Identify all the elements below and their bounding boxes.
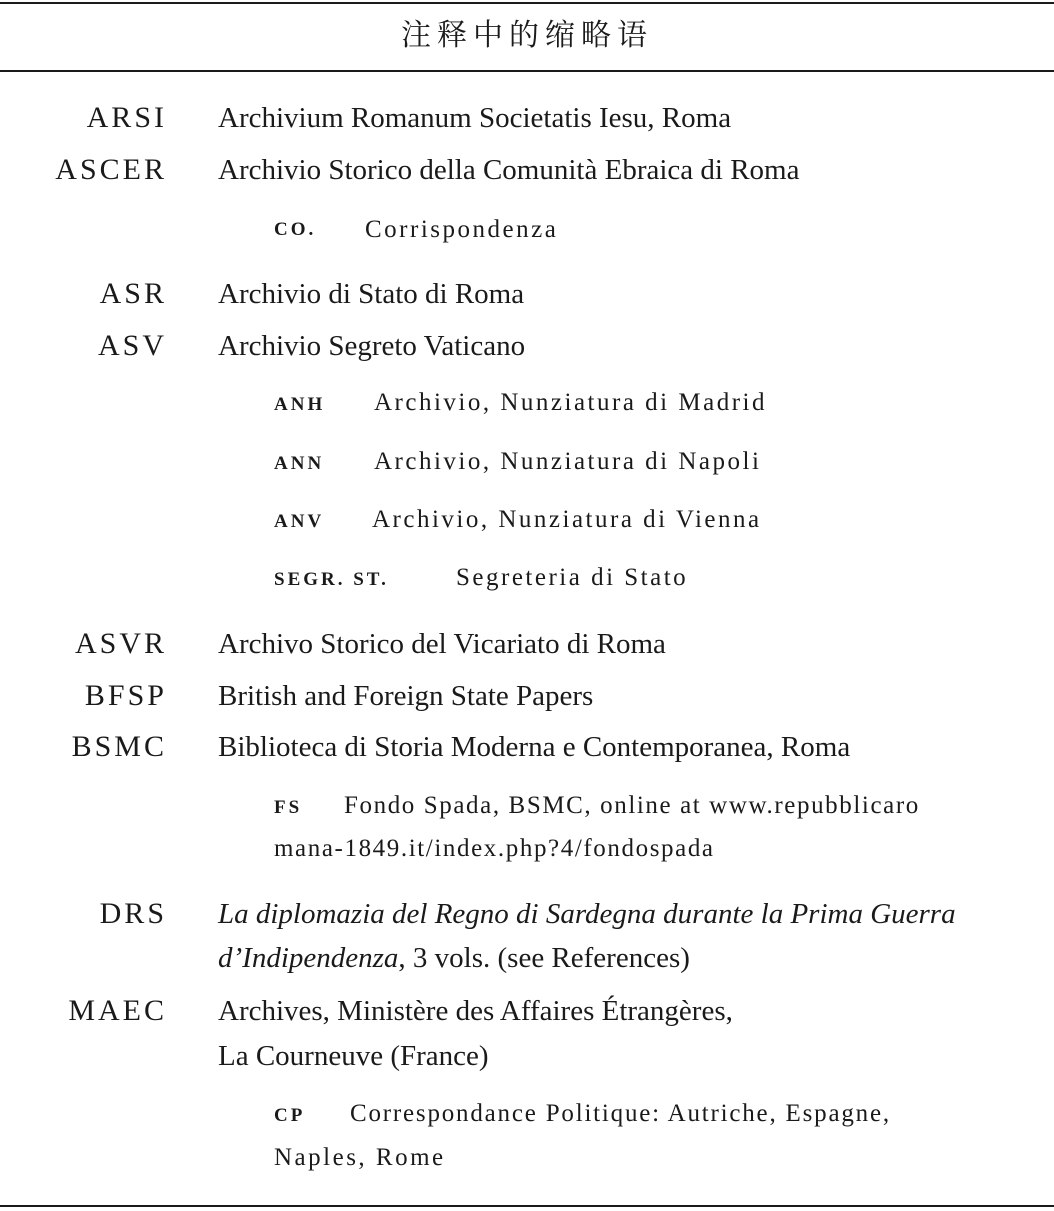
desc-asvr: Archivo Storico del Vicariato di Roma [218, 628, 666, 660]
desc-drs-line2-rest: , 3 vols. (see References) [398, 942, 690, 974]
desc-bsmc: Biblioteca di Storia Moderna e Contemporanea, Roma [218, 731, 851, 763]
subdesc-segr-st: Segreteria di Stato [456, 564, 689, 591]
subcode-ann: ANN [274, 453, 325, 474]
subdesc-fs-line1: Fondo Spada, BSMC, online at www.repubblicaro [344, 792, 920, 819]
subdesc-anh: Archivio, Nunziatura di Madrid [374, 389, 767, 416]
subcode-cp: CP [274, 1105, 306, 1126]
desc-drs-line2 [218, 938, 690, 978]
desc-maec-line1: Archives, Ministère des Affaires Étrangères, [218, 995, 733, 1027]
abbr-bfsp: BFSP [84, 679, 167, 712]
desc-ascer: Archivio Storico della Comunità Ebraica di Roma [218, 154, 800, 186]
subdesc-cp-line2: Naples, Rome [274, 1144, 446, 1171]
page-title: 注释中的缩略语 [401, 18, 653, 53]
abbr-maec: MAEC [68, 994, 167, 1027]
abbr-bsmc: BSMC [71, 730, 167, 763]
subcode-co: CO. [274, 219, 317, 240]
subcode-segr-st: SEGR. ST. [274, 569, 389, 590]
subdesc-co: Corrispondenza [365, 216, 559, 243]
desc-drs-line1: La diplomazia del Regno di Sardegna durante la Prima Guerra [218, 898, 956, 930]
subdesc-ann: Archivio, Nunziatura di Napoli [374, 448, 762, 475]
subdesc-cp-line1: Correspondance Politique: Autriche, Espagne, [350, 1100, 891, 1127]
subcode-anv: ANV [274, 511, 325, 532]
desc-arsi: Archivium Romanum Societatis Iesu, Roma [218, 102, 732, 134]
abbr-arsi: ARSI [86, 101, 167, 134]
subdesc-anv: Archivio, Nunziatura di Vienna [372, 506, 762, 533]
abbr-asvr: ASVR [74, 627, 167, 660]
subcode-anh: ANH [274, 394, 326, 415]
desc-asv: Archivio Segreto Vaticano [218, 330, 526, 362]
subdesc-fs-line2: mana-1849.it/index.php?4/fondospada [274, 835, 715, 862]
top-rule [0, 2, 1054, 4]
abbr-asv: ASV [97, 329, 167, 362]
desc-asr: Archivio di Stato di Roma [218, 278, 525, 310]
desc-bfsp: British and Foreign State Papers [218, 680, 594, 712]
bottom-rule [0, 1205, 1054, 1207]
abbr-ascer: ASCER [55, 153, 167, 186]
title-rule [0, 70, 1054, 72]
desc-maec-line2: La Courneuve (France) [218, 1040, 489, 1072]
abbr-drs: DRS [99, 897, 167, 930]
abbr-asr: ASR [99, 277, 167, 310]
subcode-fs: FS [274, 797, 303, 818]
desc-drs-line2-italic: d’Indipendenza [218, 942, 399, 974]
